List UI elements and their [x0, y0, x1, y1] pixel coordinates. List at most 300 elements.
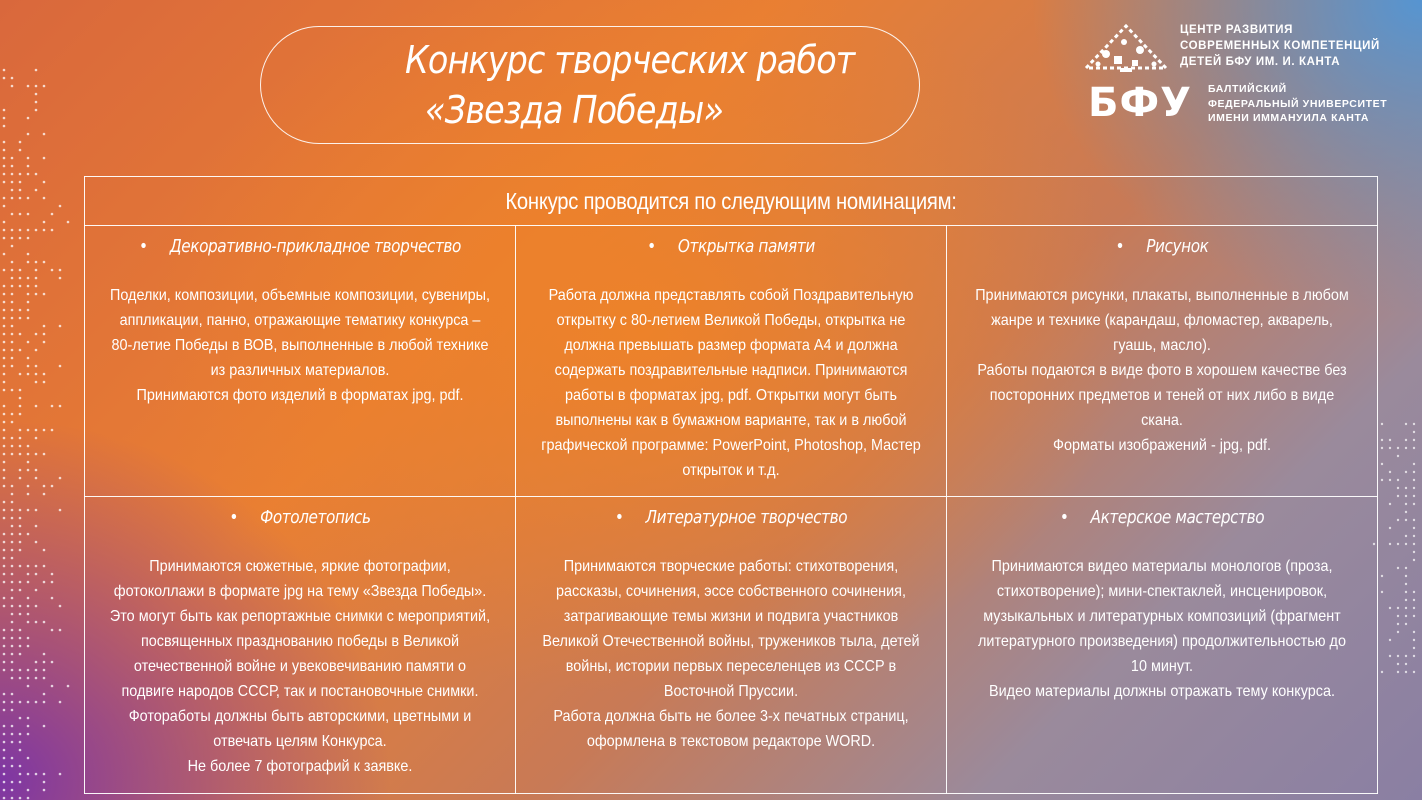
pattern-dot — [43, 725, 46, 728]
pattern-dot — [3, 173, 6, 176]
nomination-cell-drawing — [947, 226, 1378, 497]
pattern-dot — [19, 525, 22, 528]
pattern-dot — [27, 341, 30, 344]
pattern-dot — [19, 469, 22, 472]
pattern-dot — [27, 533, 30, 536]
pattern-dot — [59, 605, 62, 608]
pattern-dot — [35, 605, 38, 608]
pattern-dot — [27, 701, 30, 704]
pattern-dot — [19, 437, 22, 440]
pattern-dot — [3, 541, 6, 544]
pattern-dot — [43, 621, 46, 624]
pattern-dot — [19, 773, 22, 776]
pattern-dot — [27, 685, 30, 688]
pattern-dot — [1397, 519, 1399, 521]
pattern-dot — [59, 365, 62, 368]
pattern-dot — [59, 477, 62, 480]
pattern-dot — [27, 677, 30, 680]
pattern-dot — [27, 461, 30, 464]
pattern-dot — [27, 565, 30, 568]
pattern-dot — [3, 485, 6, 488]
pattern-dot — [19, 349, 22, 352]
pattern-dot — [11, 493, 14, 496]
pattern-dot — [3, 317, 6, 320]
pattern-dot — [27, 309, 30, 312]
pattern-dot — [11, 77, 14, 80]
pattern-dot — [1413, 671, 1415, 673]
pattern-dot — [1381, 591, 1383, 593]
pattern-dot — [51, 629, 54, 632]
pattern-dot — [27, 581, 30, 584]
pattern-dot — [67, 221, 70, 224]
pattern-dot — [3, 749, 6, 752]
pattern-dot — [51, 429, 54, 432]
pattern-dot — [43, 789, 46, 792]
pattern-dot — [27, 621, 30, 624]
page-title-line-1: Конкурс творческих работ — [405, 38, 855, 82]
pattern-dot — [11, 653, 14, 656]
bullet-icon: • — [614, 507, 624, 528]
pattern-dot — [51, 573, 54, 576]
pattern-dot — [3, 357, 6, 360]
pattern-dot — [11, 637, 14, 640]
pattern-dot — [1413, 551, 1415, 553]
pattern-dot — [51, 661, 54, 664]
pattern-dot — [59, 269, 62, 272]
pattern-dot — [1397, 447, 1399, 449]
pattern-dot — [1413, 591, 1415, 593]
pattern-dot — [35, 349, 38, 352]
pattern-dot — [1413, 615, 1415, 617]
pattern-dot — [3, 693, 6, 696]
pattern-dot — [3, 741, 6, 744]
pattern-dot — [27, 365, 30, 368]
pattern-dot — [1405, 599, 1407, 601]
pattern-dot — [19, 389, 22, 392]
pattern-dot — [59, 773, 62, 776]
bullet-icon: • — [229, 507, 238, 528]
pattern-dot — [3, 461, 6, 464]
pattern-dot — [35, 285, 38, 288]
pattern-dot — [1381, 575, 1383, 577]
pattern-dot — [19, 269, 22, 272]
pattern-dot — [1413, 479, 1415, 481]
pattern-dot — [3, 117, 6, 120]
pattern-dot — [43, 429, 46, 432]
pattern-dot — [35, 277, 38, 280]
pattern-dot — [11, 245, 14, 248]
pattern-dot — [43, 669, 46, 672]
pattern-dot — [19, 701, 22, 704]
pattern-dot — [3, 301, 6, 304]
nomination-title: • Актерское мастерство — [1059, 507, 1265, 528]
pattern-dot — [43, 181, 46, 184]
pattern-dot — [11, 165, 14, 168]
pattern-dot — [1397, 655, 1399, 657]
nomination-cell-photo — [85, 497, 516, 794]
pattern-dot — [1381, 479, 1383, 481]
pattern-dot — [11, 605, 14, 608]
pattern-dot — [3, 501, 6, 504]
pattern-dot — [3, 389, 6, 392]
pattern-dot — [19, 197, 22, 200]
pattern-dot — [43, 677, 46, 680]
pattern-dot — [1381, 671, 1383, 673]
pattern-dot — [27, 213, 30, 216]
pattern-dot — [3, 605, 6, 608]
pattern-dot — [27, 669, 30, 672]
pattern-dot — [59, 277, 62, 280]
pattern-dot — [3, 381, 6, 384]
pattern-dot — [11, 781, 14, 784]
pattern-dot — [19, 589, 22, 592]
pattern-dot — [27, 597, 30, 600]
nomination-title: • Декоративно-прикладное творчество — [139, 236, 461, 257]
pattern-dot — [3, 413, 6, 416]
pattern-dot — [3, 645, 6, 648]
pattern-dot — [35, 333, 38, 336]
pattern-dot — [11, 437, 14, 440]
pattern-dot — [27, 429, 30, 432]
pattern-dot — [43, 453, 46, 456]
pattern-dot — [27, 85, 30, 88]
pattern-dot — [3, 437, 6, 440]
dot-pattern-left — [0, 0, 90, 800]
pattern-dot — [11, 501, 14, 504]
pattern-dot — [3, 365, 6, 368]
pattern-dot — [11, 189, 14, 192]
pattern-dot — [3, 333, 6, 336]
pattern-dot — [1413, 471, 1415, 473]
pattern-dot — [27, 277, 30, 280]
pattern-dot — [1405, 535, 1407, 537]
pattern-dot — [51, 485, 54, 488]
pattern-dot — [11, 797, 14, 800]
pattern-dot — [11, 173, 14, 176]
bfu-logo — [1076, 18, 1416, 138]
pattern-dot — [27, 237, 30, 240]
pattern-dot — [11, 485, 14, 488]
pattern-dot — [43, 197, 46, 200]
children-center-emblem-icon — [1076, 18, 1176, 78]
bullet-icon: • — [647, 236, 656, 257]
pattern-dot — [1413, 599, 1415, 601]
pattern-dot — [11, 645, 14, 648]
pattern-dot — [1413, 535, 1415, 537]
pattern-dot — [43, 381, 46, 384]
pattern-dot — [35, 229, 38, 232]
pattern-dot — [35, 437, 38, 440]
pattern-dot — [27, 229, 30, 232]
pattern-dot — [11, 261, 14, 264]
pattern-dot — [35, 101, 38, 104]
pattern-dot — [35, 589, 38, 592]
pattern-dot — [11, 677, 14, 680]
pattern-dot — [19, 173, 22, 176]
pattern-dot — [19, 637, 22, 640]
pattern-dot — [11, 317, 14, 320]
pattern-dot — [19, 445, 22, 448]
pattern-dot — [27, 197, 30, 200]
pattern-dot — [43, 661, 46, 664]
pattern-dot — [11, 741, 14, 744]
pattern-dot — [1405, 439, 1407, 441]
pattern-dot — [11, 581, 14, 584]
pattern-dot — [1389, 503, 1391, 505]
pattern-dot — [19, 765, 22, 768]
pattern-dot — [11, 733, 14, 736]
pattern-dot — [3, 341, 6, 344]
pattern-dot — [35, 373, 38, 376]
pattern-dot — [3, 789, 6, 792]
pattern-dot — [27, 605, 30, 608]
pattern-dot — [35, 453, 38, 456]
pattern-dot — [1405, 575, 1407, 577]
university-name: БАЛТИЙСКИЙ ФЕДЕРАЛЬНЫЙ УНИВЕРСИТЕТ ИМЕНИ ИММАНУИЛА КАНТА — [1208, 83, 1388, 124]
pattern-dot — [27, 117, 30, 120]
pattern-dot — [51, 229, 54, 232]
pattern-dot — [11, 325, 14, 328]
bullet-icon: • — [139, 236, 148, 257]
pattern-dot — [1413, 655, 1415, 657]
pattern-dot — [1405, 615, 1407, 617]
pattern-dot — [3, 557, 6, 560]
pattern-dot — [11, 85, 14, 88]
pattern-dot — [19, 237, 22, 240]
pattern-dot — [19, 277, 22, 280]
pattern-dot — [11, 789, 14, 792]
pattern-dot — [11, 181, 14, 184]
pattern-dot — [11, 509, 14, 512]
pattern-dot — [3, 269, 6, 272]
pattern-dot — [35, 69, 38, 72]
pattern-dot — [27, 165, 30, 168]
pattern-dot — [43, 261, 46, 264]
pattern-dot — [27, 757, 30, 760]
pattern-dot — [1413, 423, 1415, 425]
pattern-dot — [3, 733, 6, 736]
pattern-dot — [3, 653, 6, 656]
bullet-icon: • — [1115, 236, 1125, 257]
pattern-dot — [35, 509, 38, 512]
pattern-dot — [35, 293, 38, 296]
pattern-dot — [3, 765, 6, 768]
pattern-dot — [3, 109, 6, 112]
pattern-dot — [1405, 519, 1407, 521]
pattern-dot — [3, 701, 6, 704]
pattern-dot — [19, 581, 22, 584]
pattern-dot — [11, 541, 14, 544]
pattern-dot — [19, 405, 22, 408]
pattern-dot — [27, 573, 30, 576]
pattern-dot — [3, 797, 6, 800]
pattern-dot — [27, 453, 30, 456]
pattern-dot — [19, 613, 22, 616]
pattern-dot — [27, 637, 30, 640]
pattern-dot — [1389, 447, 1391, 449]
pattern-dot — [1413, 447, 1415, 449]
pattern-dot — [11, 445, 14, 448]
nomination-description: Принимаются творческие работы: стихотворения, рассказы, сочинения, эссе собственного сочинения, затрагивающие темы жизни и подвига участников Великой Отечественной войны, тружеников тыла, детей войны, истории первых переселенцев из СССР в Восточной Пруссии. Работа должна быть не более 3-х печатных страниц, оформлена в текстовом редакторе WORD. — [542, 558, 920, 750]
pattern-dot — [3, 181, 6, 184]
pattern-dot — [11, 597, 14, 600]
pattern-dot — [35, 661, 38, 664]
pattern-dot — [43, 549, 46, 552]
pattern-dot — [1405, 663, 1407, 665]
pattern-dot — [19, 605, 22, 608]
nomination-description: Принимаются рисунки, плакаты, выполненные в любом жанре и технике (карандаш, фломастер, акварель, гуашь, масло). Работы подаются в виде фото в хорошем качестве без посторонних предметов и теней от них либо в виде скана. Форматы изображений - jpg, pdf. — [975, 287, 1349, 454]
pattern-dot — [3, 221, 6, 224]
pattern-dot — [19, 429, 22, 432]
pattern-dot — [1405, 495, 1407, 497]
pattern-dot — [35, 669, 38, 672]
pattern-dot — [1405, 583, 1407, 585]
pattern-dot — [19, 229, 22, 232]
page-title-line-2: «Звезда Победы» — [425, 88, 724, 132]
nomination-description: Работа должна представлять собой Поздравительную открытку с 80-летием Великой Победы, открытка не должна превышать размер формата А4 и должна содержать поздравительные надписи. Принимаются работы в форматах jpg, pdf. Открытки могут быть выполнены как в бумажном варианте, так и в любой графической программе: PowerPoint, Photoshop, Мастер открыток и т.д. — [541, 287, 921, 479]
pattern-dot — [19, 669, 22, 672]
pattern-dot — [19, 141, 22, 144]
pattern-dot — [43, 157, 46, 160]
pattern-dot — [1405, 471, 1407, 473]
pattern-dot — [19, 509, 22, 512]
pattern-dot — [43, 581, 46, 584]
pattern-dot — [3, 445, 6, 448]
pattern-dot — [19, 453, 22, 456]
pattern-dot — [3, 549, 6, 552]
pattern-dot — [35, 405, 38, 408]
pattern-dot — [51, 213, 54, 216]
pattern-dot — [27, 301, 30, 304]
table-heading: Конкурс проводится по следующим номинациям: — [505, 188, 957, 214]
pattern-dot — [27, 173, 30, 176]
pattern-dot — [27, 789, 30, 792]
pattern-dot — [27, 261, 30, 264]
pattern-dot — [3, 125, 6, 128]
pattern-dot — [43, 565, 46, 568]
pattern-dot — [19, 717, 22, 720]
pattern-dot — [1389, 479, 1391, 481]
pattern-dot — [1405, 447, 1407, 449]
pattern-dot — [1405, 607, 1407, 609]
pattern-dot — [27, 509, 30, 512]
pattern-dot — [27, 733, 30, 736]
pattern-dot — [43, 333, 46, 336]
pattern-dot — [35, 773, 38, 776]
pattern-dot — [1413, 519, 1415, 521]
pattern-dot — [19, 189, 22, 192]
pattern-dot — [19, 629, 22, 632]
pattern-dot — [19, 645, 22, 648]
pattern-dot — [51, 269, 54, 272]
pattern-dot — [35, 565, 38, 568]
pattern-dot — [11, 565, 14, 568]
nomination-title: • Литературное творчество — [614, 507, 848, 528]
pattern-dot — [35, 93, 38, 96]
pattern-dot — [11, 293, 14, 296]
nomination-cell-decorative — [85, 226, 516, 497]
pattern-dot — [3, 149, 6, 152]
pattern-dot — [1405, 567, 1407, 569]
pattern-dot — [1413, 487, 1415, 489]
pattern-dot — [1413, 647, 1415, 649]
pattern-dot — [1405, 543, 1407, 545]
pattern-dot — [11, 365, 14, 368]
pattern-dot — [11, 693, 14, 696]
pattern-dot — [3, 69, 6, 72]
pattern-dot — [3, 405, 6, 408]
pattern-dot — [11, 157, 14, 160]
pattern-dot — [11, 309, 14, 312]
pattern-dot — [43, 373, 46, 376]
pattern-dot — [59, 205, 62, 208]
pattern-dot — [3, 533, 6, 536]
nomination-cell-acting — [947, 497, 1378, 794]
pattern-dot — [11, 629, 14, 632]
pattern-dot — [11, 229, 14, 232]
pattern-dot — [1397, 607, 1399, 609]
pattern-dot — [11, 333, 14, 336]
pattern-dot — [3, 253, 6, 256]
pattern-dot — [11, 237, 14, 240]
pattern-dot — [19, 549, 22, 552]
pattern-dot — [1413, 463, 1415, 465]
pattern-dot — [1389, 655, 1391, 657]
pattern-dot — [19, 741, 22, 744]
pattern-dot — [59, 509, 62, 512]
children-center-name: ЦЕНТР РАЗВИТИЯ СОВРЕМЕННЫХ КОМПЕТЕНЦИЙ ДЕТЕЙ БФУ ИМ. И. КАНТА — [1180, 24, 1380, 68]
pattern-dot — [19, 413, 22, 416]
pattern-dot — [1381, 439, 1383, 441]
pattern-dot — [35, 621, 38, 624]
pattern-dot — [3, 781, 6, 784]
pattern-dot — [3, 141, 6, 144]
pattern-dot — [1405, 487, 1407, 489]
pattern-dot — [3, 197, 6, 200]
pattern-dot — [1413, 527, 1415, 529]
pattern-dot — [19, 317, 22, 320]
pattern-dot — [3, 421, 6, 424]
nomination-title: • Открытка памяти — [647, 236, 815, 257]
pattern-dot — [3, 725, 6, 728]
pattern-dot — [1381, 423, 1383, 425]
pattern-dot — [1405, 623, 1407, 625]
pattern-dot — [1413, 559, 1415, 561]
pattern-dot — [1405, 591, 1407, 593]
pattern-dot — [1405, 423, 1407, 425]
pattern-dot — [1397, 479, 1399, 481]
pattern-dot — [1381, 463, 1383, 465]
pattern-dot — [1397, 671, 1399, 673]
pattern-dot — [1413, 495, 1415, 497]
pattern-dot — [27, 717, 30, 720]
nomination-title: • Рисунок — [1115, 236, 1209, 257]
pattern-dot — [27, 373, 30, 376]
pattern-dot — [11, 709, 14, 712]
pattern-dot — [11, 269, 14, 272]
pattern-dot — [11, 197, 14, 200]
pattern-dot — [35, 365, 38, 368]
pattern-dot — [43, 133, 46, 136]
pattern-dot — [11, 765, 14, 768]
pattern-dot — [11, 701, 14, 704]
pattern-dot — [1397, 487, 1399, 489]
pattern-dot — [59, 325, 62, 328]
pattern-dot — [3, 325, 6, 328]
pattern-dot — [43, 493, 46, 496]
pattern-dot — [19, 149, 22, 152]
pattern-dot — [11, 661, 14, 664]
